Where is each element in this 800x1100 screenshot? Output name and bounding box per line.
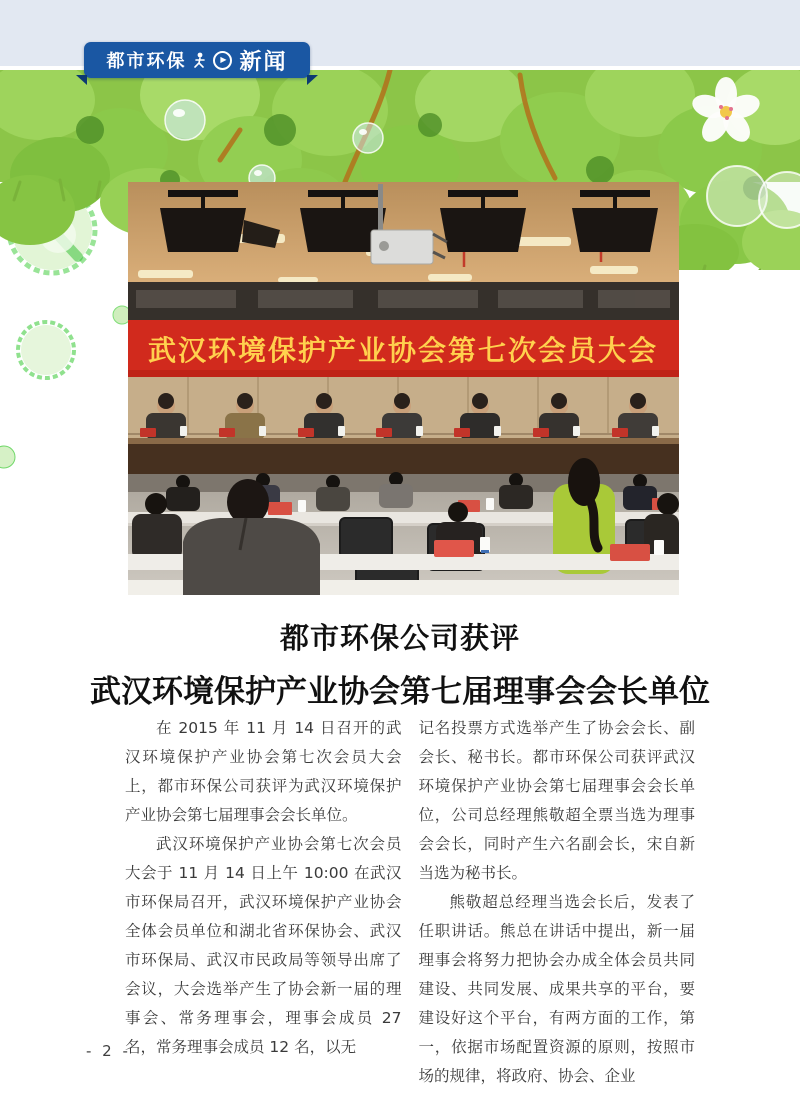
ribbon-tail-left [76,75,87,85]
paragraph: 记名投票方式选举产生了协会会长、副会长、秘书长。都市环保公司获评武汉环境保护产业协会第七届理事会会长单位，公司总经理熊敬超全票当选为理事会会长，同时产生六名副会长，宋自新当选为秘书长。 [418,719,695,882]
brand-logo-text: 都市环保 [106,51,187,72]
headline-line2: 武汉环境保护产业协会第七届理事会会长单位 [90,674,710,710]
article-column-right [419,714,696,1091]
article-body [125,714,695,1091]
head-table-top [128,438,679,444]
banner-slogan: 武汉环境保护产业协会第七次会员大会 [147,334,659,367]
paragraph: 在 2015 年 11 月 14 日召开的武汉环境保护产业协会第七次会员大会上，都市环保公司获评为武汉环境保护产业协会第七届理事会会长单位。 [125,719,402,824]
ribbon-tail-right [307,75,318,85]
play-icon: ▶ [213,51,232,70]
mascot-icon [193,52,206,69]
meeting-photo [128,182,679,595]
article-column-left [125,714,402,1091]
paragraph: 熊敬超总经理当选会长后，发表了任职讲话。熊总在讲话中提出，新一届理事会将努力把协会办成全体会员共同建设、共同发展、成果共享的平台，要建设好这个平台，有两方面的工作，第一，依据市场配置资源的原则，按照市场的规律，将政府、协会、企业 [418,893,695,1085]
paragraph: 武汉环境保护产业协会第七次会员大会于 11 月 14 日上午 10:00 在武汉市环保局召开，武汉环境保护产业协会全体会员单位和湖北省环保协会、武汉市环保局、武汉市民政局等领导出席了会议，大会选举产生了协会新一届的理事会、常务理事会，理事会成员 27 名，常务理事会成员 12 名，以无 [125,835,402,1056]
headline-line1: 都市环保公司获评 [279,621,520,655]
section-label: 新闻 [239,49,288,75]
news-badge [84,42,310,78]
article-headline [0,616,800,711]
page-number: - 2 - [86,1042,131,1060]
